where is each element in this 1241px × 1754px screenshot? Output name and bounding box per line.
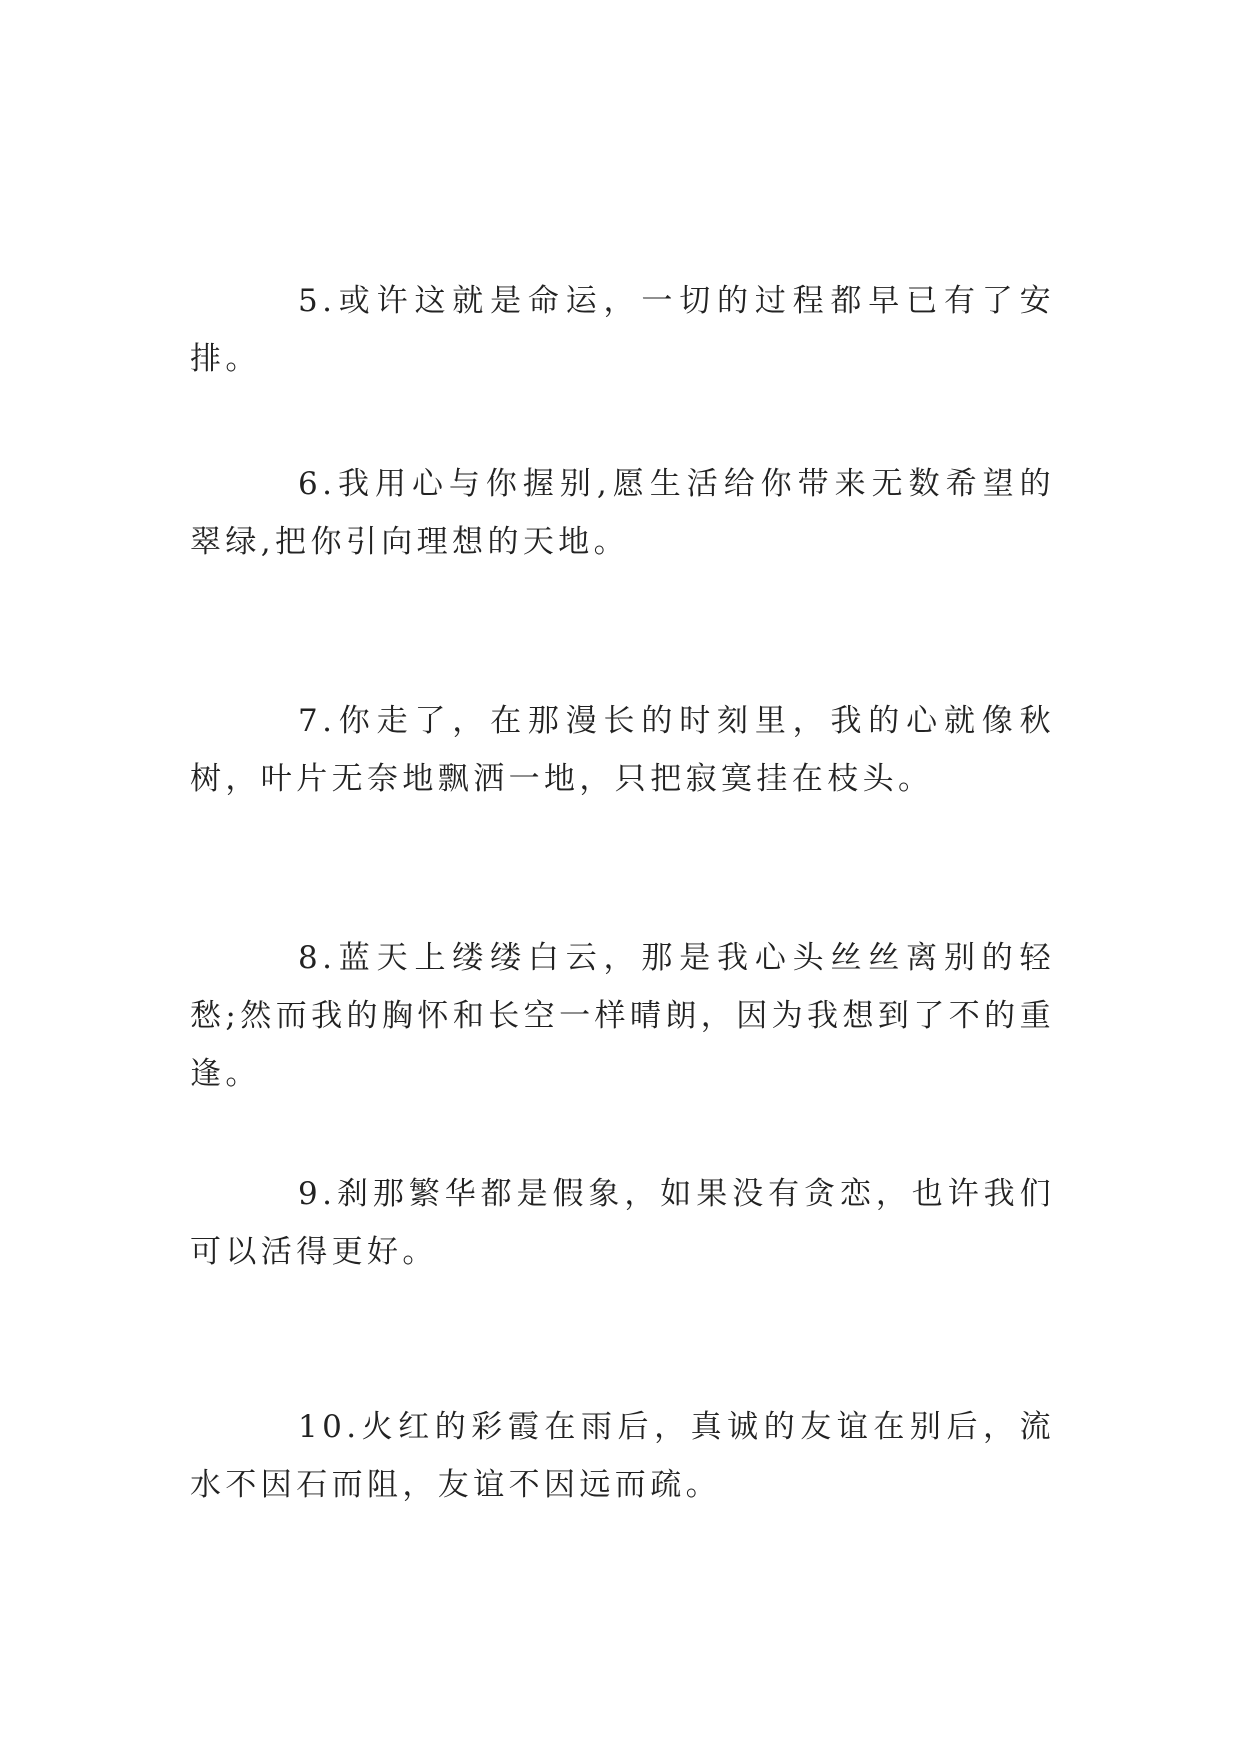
paragraph-6: 6.我用心与你握别,愿生活给你带来无数希望的翠绿,把你引向理想的天地。 (190, 466, 1055, 560)
paragraph-8: 8.蓝天上缕缕白云，那是我心头丝丝离别的轻愁;然而我的胸怀和长空一样晴朗，因为我想到了不的重逢。 (190, 940, 1055, 1092)
paragraph-10: 10.火红的彩霞在雨后，真诚的友谊在别后，流水不因石而阻，友谊不因远而疏。 (190, 1409, 1055, 1503)
paragraph-5: 5.或许这就是命运，一切的过程都早已有了安排。 (190, 283, 1055, 377)
paragraph-9: 9.刹那繁华都是假象，如果没有贪恋，也许我们可以活得更好。 (190, 1176, 1055, 1270)
paragraph-7: 7.你走了，在那漫长的时刻里，我的心就像秋树，叶片无奈地飘洒一地，只把寂寞挂在枝头。 (190, 703, 1055, 797)
